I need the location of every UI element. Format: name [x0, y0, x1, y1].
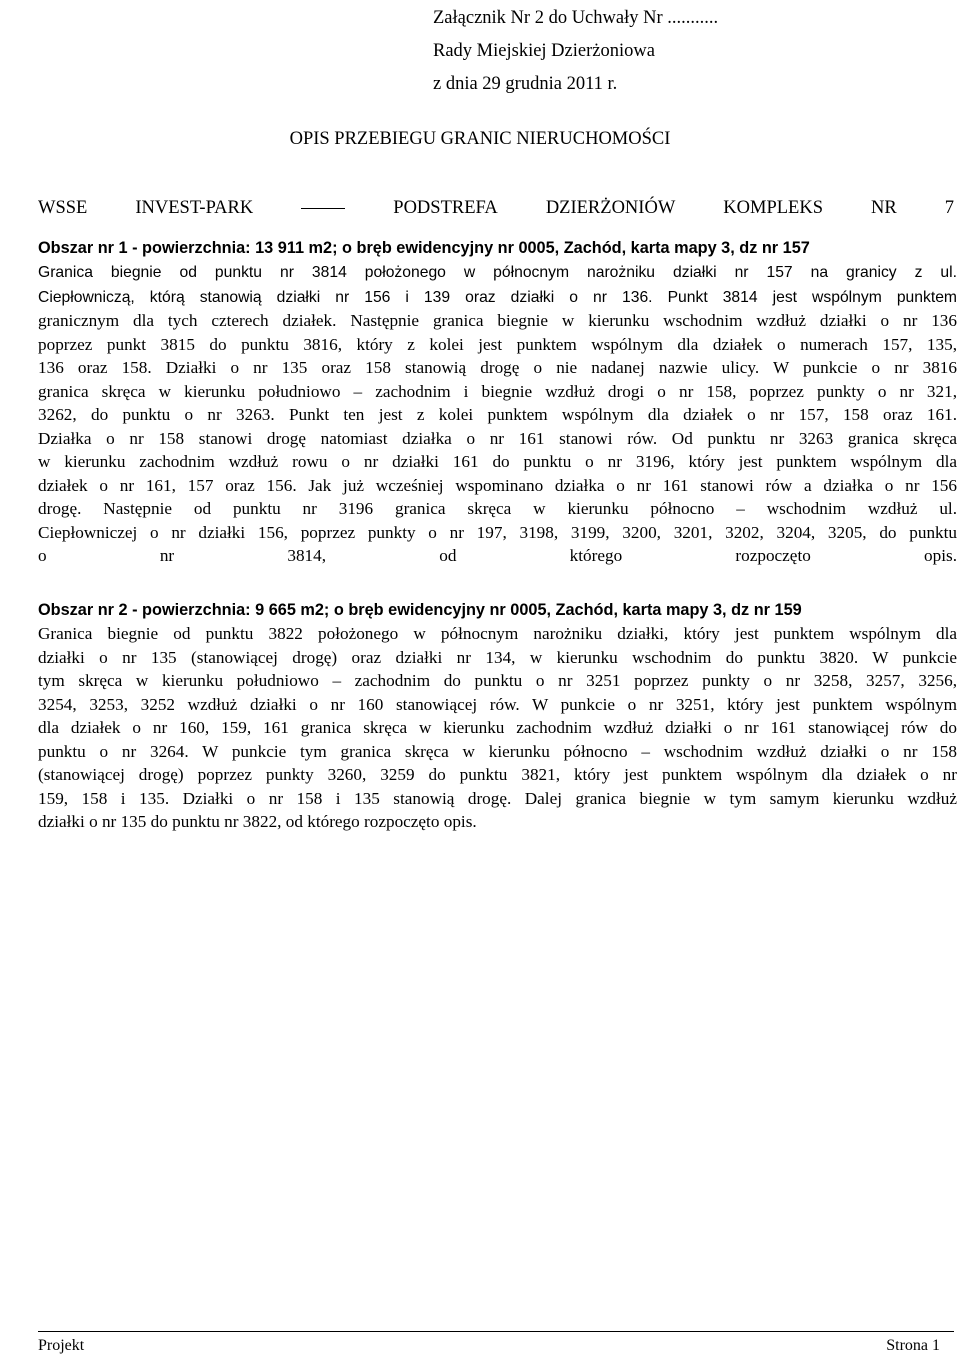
subtitle-wsse: WSSE — [38, 198, 88, 218]
subtitle-number: 7 — [944, 198, 954, 218]
area-2-line: (stanowiącej drogę) poprzez punkty 3260, 3259 do punktu 3821, który jest punktem wspólnym dla działek o nr — [38, 765, 957, 784]
area-2-section — [38, 598, 957, 834]
document-title: OPIS PRZEBIEGU GRANIC NIERUCHOMOŚCI — [289, 129, 671, 149]
area-2-line: Granica biegnie od punktu 3822 położonego w północnym narożniku działki, który jest punktem wspólnym dla — [38, 624, 957, 643]
area-2-line: punktu o nr 3264. W punkcie tym granica skręca w kierunku północno – wschodnim wzdłuż działki o nr 158 — [38, 741, 957, 761]
area-1-line: Ciepłowniczą, którą stanowią działki nr 156 i 139 oraz działki o nr 136. Punkt 3814 jest wspólnym punktem — [38, 288, 957, 306]
area-1-line: granica skręca w kierunku południowo – zachodnim i biegnie wzdłuż drogi o nr 158, poprzez punkty o nr 321, — [38, 381, 957, 401]
area-1-line: granicznym dla tych czterech działek. Następnie granica biegnie w kierunku wschodnim wzdłuż działki o nr 136 — [38, 311, 957, 330]
area-1-line: działek o nr 161, 157 oraz 156. Jak już wcześniej wspominano działka o nr 161 stanowi rów a działka o nr 156 — [38, 475, 957, 495]
area-2-line: 3254, 3253, 3252 wzdłuż działki o nr 160 stanowiącej rów. W punkcie o nr 3251, który jest punktem wspólnym — [38, 694, 957, 714]
footer-divider — [38, 1331, 954, 1332]
area-1-section — [38, 236, 957, 568]
document-subtitle — [38, 198, 954, 219]
subtitle-podstrefa: PODSTREFA — [393, 198, 498, 218]
area-1-line: drogę. Następnie od punktu nr 3196 granica skręca w kierunku północno – wschodnim wzdłuż ul. — [38, 499, 957, 518]
area-1-line: poprzez punkt 3815 do punktu 3816, który z kolei jest punktem wspólnym dla działek o numerach 157, 135, — [38, 334, 957, 354]
date-line: z dnia 29 grudnia 2011 r. — [433, 74, 618, 94]
area-2-heading: Obszar nr 2 - powierzchnia: 9 665 m2; o bręb ewidencyjny nr 0005, Zachód, karta mapy 3, dz nr 159 — [38, 601, 802, 619]
subtitle-dash — [301, 208, 345, 209]
area-2-line: działki o nr 135 (stanowiącej drogę) oraz działki nr 134, w kierunku wschodnim do punktu 3820. W punkcie — [38, 647, 957, 667]
area-2-line: działki o nr 135 do punktu nr 3822, od którego rozpoczęto opis. — [38, 812, 477, 831]
area-1-line: 136 oraz 158. Działki o nr 135 oraz 158 stanowią drogę o nie nadanej nazwie ulicy. W punkcie o nr 3816 — [38, 358, 957, 377]
area-1-heading: Obszar nr 1 - powierzchnia: 13 911 m2; o bręb ewidencyjny nr 0005, Zachód, karta mapy 3, dz nr 157 — [38, 239, 810, 257]
annex-header — [433, 2, 718, 101]
footer-page-number: Strona 1 — [886, 1337, 940, 1354]
annex-line: Załącznik Nr 2 do Uchwały Nr ........... — [433, 8, 719, 28]
area-1-line: o nr 3814, od którego rozpoczęto opis. — [38, 546, 957, 565]
subtitle-dzierzoniow: DZIERŻONIÓW — [545, 198, 676, 218]
area-1-line: Granica biegnie od punktu nr 3814 położonego w północnym narożniku działki nr 157 na granicy z ul. — [38, 264, 957, 281]
footer-project-label: Projekt — [38, 1337, 85, 1354]
area-2-line: 159, 158 i 135. Działki o nr 158 i 135 stanowią drogę. Dalej granica biegnie w tym samym kierunku wzdłuż — [38, 788, 957, 808]
area-1-line: w kierunku zachodnim wzdłuż rowu o nr działki 161 do punktu o nr 3196, który jest punktem wspólnym dla — [38, 452, 957, 471]
council-line: Rady Miejskiej Dzierżoniowa — [433, 41, 655, 61]
area-2-line: dla działek o nr 160, 159, 161 granica skręca w kierunku zachodnim wzdłuż działki o nr 161 stanowiącej rów do — [38, 718, 957, 737]
area-1-line: 3262, do punktu o nr 3263. Punkt ten jest z kolei punktem wspólnym dla działek o nr 157, 158 oraz 161. — [38, 405, 957, 424]
area-1-line: Działka o nr 158 stanowi drogę natomiast działka o nr 161 stanowi rów. Od punktu nr 3263 granica skręca — [38, 428, 957, 448]
area-1-line: Ciepłowniczej o nr działki 156, poprzez punkty o nr 197, 3198, 3199, 3200, 3201, 3202, 3204, 3205, do punktu — [38, 522, 957, 542]
area-2-line: tym skręca w kierunku południowo – zachodnim do punktu o nr 3251 poprzez punkty o nr 3258, 3257, 3256, — [38, 671, 957, 690]
subtitle-nr: NR — [871, 198, 897, 218]
subtitle-kompleks: KOMPLEKS — [723, 198, 824, 218]
subtitle-invest-park: INVEST-PARK — [135, 198, 254, 218]
